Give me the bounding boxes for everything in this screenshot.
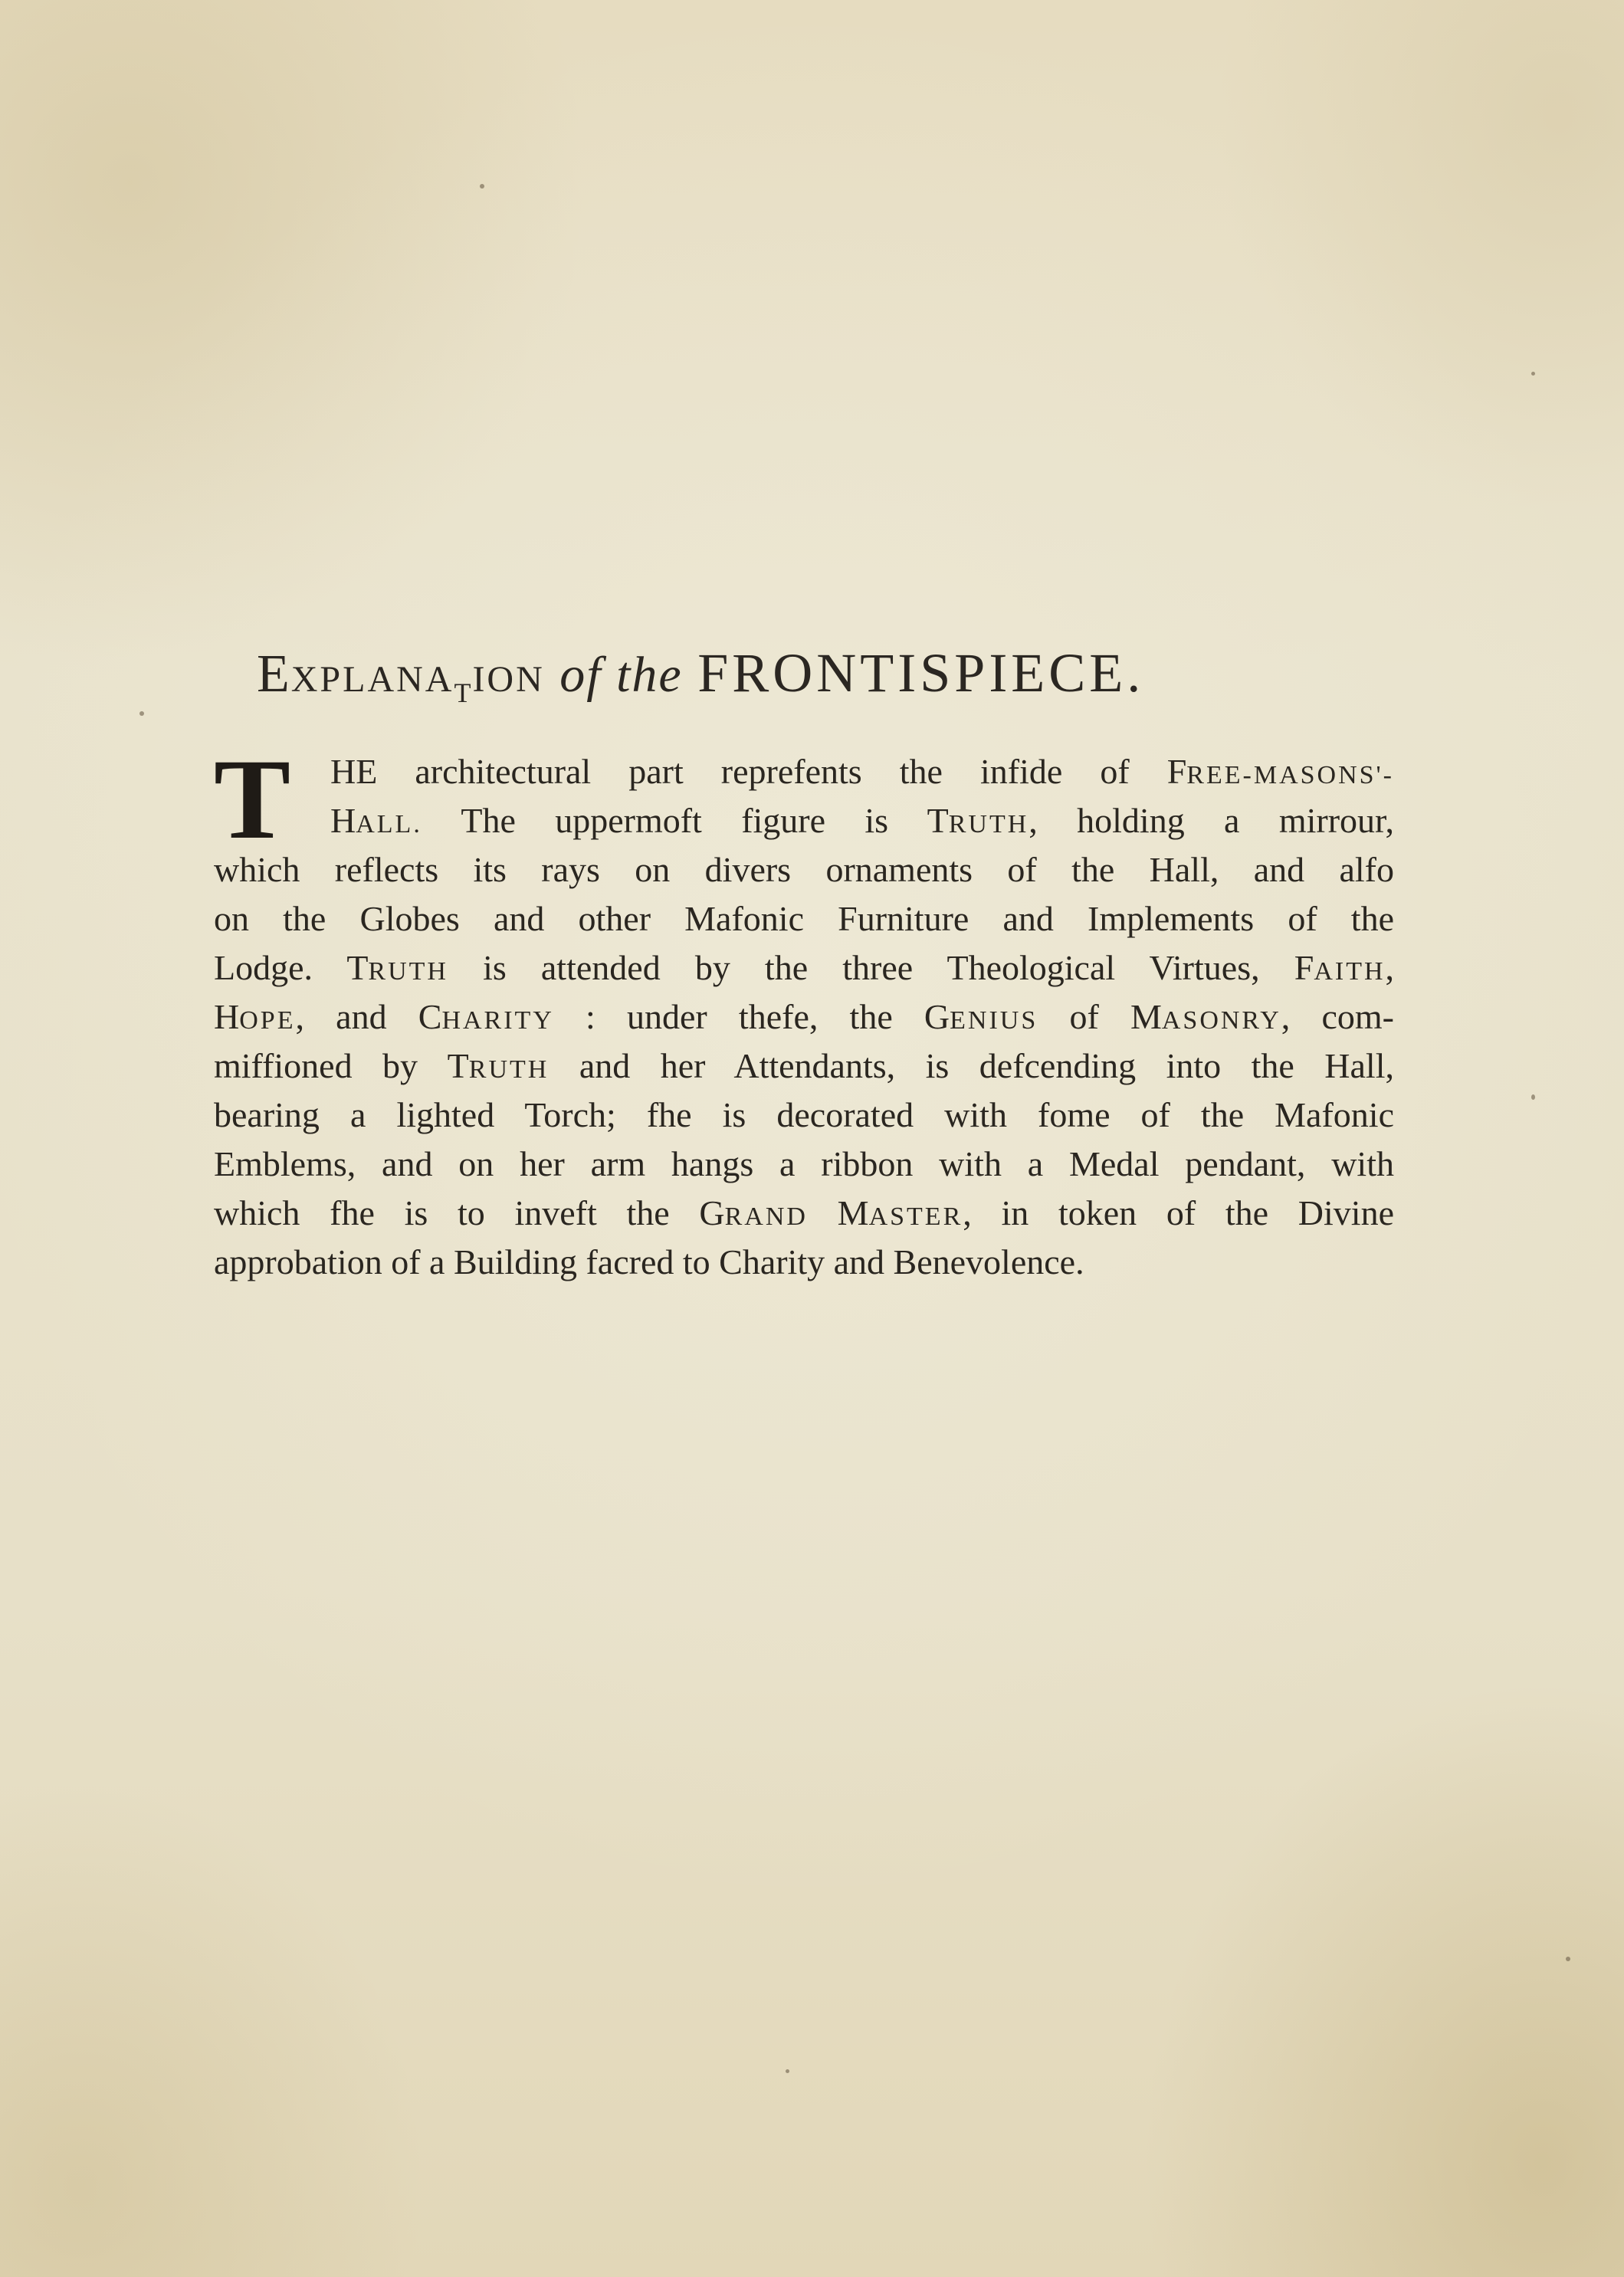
page-title (257, 642, 1376, 708)
title-frontispiece: FRONTISPIECE. (697, 642, 1145, 704)
text-segment: , com- (1281, 997, 1394, 1036)
paper-speck (1531, 372, 1535, 376)
text-segment: C (418, 997, 442, 1036)
text-line-9 (214, 1140, 1394, 1189)
smallcaps-segment: ASONRY (1161, 1006, 1281, 1035)
text-line-1 (214, 747, 1394, 796)
text-line-2 (214, 796, 1394, 845)
smallcaps-segment: RUTH (368, 957, 448, 986)
text-segment: H (214, 997, 240, 1036)
title-subscript-t: T (454, 678, 473, 708)
paper-speck (1531, 1094, 1535, 1100)
paper-speck (1566, 1957, 1570, 1961)
smallcaps-segment: ENIUS (950, 1006, 1038, 1035)
smallcaps-segment: ALL. (356, 810, 422, 838)
title-initial: E (257, 645, 291, 704)
text-segment: approbation of a Building facred to Charity and Benevolence. (214, 1242, 1084, 1281)
smallcaps-segment: OPE (239, 1006, 296, 1035)
text-line-4 (214, 894, 1394, 943)
text-segment: and her Attendants, is defcending into the Hall, (549, 1046, 1394, 1085)
smallcaps-segment: RUTH (468, 1055, 550, 1084)
text-line-11 (214, 1238, 1394, 1287)
text-line-3 (214, 845, 1394, 894)
text-segment: T (927, 801, 949, 840)
text-segment: G (924, 997, 950, 1036)
title-smallcaps-1: XPLANA (290, 659, 454, 700)
text-segment: miffioned by (214, 1046, 448, 1085)
text-segment: is attended by the three Theological Virtues, (448, 948, 1294, 987)
text-line-6 (214, 992, 1394, 1042)
text-segment: F (1166, 752, 1187, 791)
paper-speck (139, 711, 144, 716)
text-segment: Emblems, and on her arm hangs a ribbon with a Medal pendant, with (214, 1144, 1394, 1183)
text-segment: which reflects its rays on divers ornaments of the Hall, and alfo (214, 850, 1394, 889)
text-segment: , and (295, 997, 418, 1036)
text-segment: H (330, 801, 356, 840)
text-segment: which fhe is to inveft the (214, 1193, 700, 1232)
title-of-the: of the (559, 647, 683, 703)
text-segment: , (1385, 948, 1395, 987)
text-segment: , in token of the Divine (963, 1193, 1395, 1232)
smallcaps-segment: ASTER (868, 1202, 963, 1231)
text-segment: M (1130, 997, 1162, 1036)
text-segment: G (699, 1193, 725, 1232)
text-segment: : under thefe, the (553, 997, 924, 1036)
smallcaps-segment: RAND (724, 1202, 808, 1231)
text-segment: of (1038, 997, 1130, 1036)
smallcaps-segment: AITH (1314, 957, 1386, 986)
explanation-paragraph (214, 736, 1395, 1287)
text-segment: T (346, 948, 369, 987)
text-segment: T (447, 1046, 469, 1085)
smallcaps-segment: REE-MASONS'- (1186, 761, 1394, 789)
text-segment: Lodge. (214, 948, 347, 987)
text-segment: , holding a mirrour, (1029, 801, 1395, 840)
text-line-7 (214, 1042, 1394, 1091)
text-segment: M (807, 1193, 869, 1232)
text-segment: F (1294, 948, 1314, 987)
paper-speck (786, 2069, 789, 2073)
text-line-5 (214, 943, 1394, 992)
title-smallcaps-2: ION (472, 659, 545, 700)
smallcaps-segment: RUTH (948, 810, 1029, 838)
drop-cap: T (214, 736, 291, 863)
text-line-8 (214, 1091, 1394, 1140)
smallcaps-segment: HARITY (441, 1006, 554, 1035)
text-segment: on the Globes and other Mafonic Furniture and Implements of the (214, 899, 1394, 938)
text-segment: The uppermoft figure is (422, 801, 927, 840)
text-segment: HE architectural part reprefents the infide of (330, 752, 1167, 791)
text-segment: bearing a lighted Torch; fhe is decorated with fome of the Mafonic (214, 1095, 1394, 1134)
text-line-10 (214, 1189, 1394, 1238)
paper-speck (480, 184, 484, 189)
